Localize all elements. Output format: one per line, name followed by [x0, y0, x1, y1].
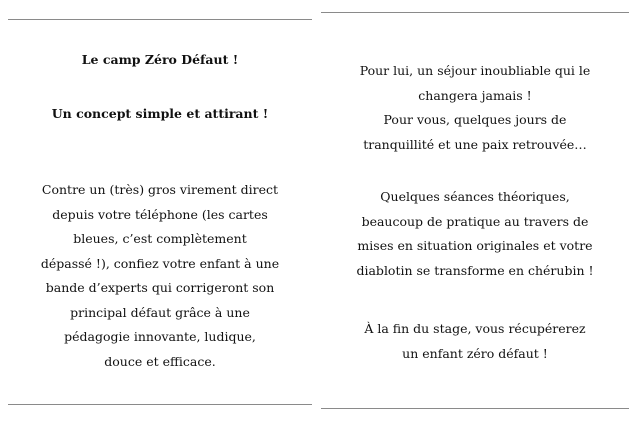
- text-line: changera jamais !: [418, 87, 532, 103]
- text-line: Quelques séances théoriques,: [380, 189, 570, 204]
- text-line: un enfant zéro défaut !: [402, 345, 548, 361]
- text-line: douce et efficace.: [104, 353, 216, 369]
- right-page-bottom-rule: [321, 408, 629, 409]
- text-line: dépassé !), confiez votre enfant à une: [40, 255, 280, 271]
- text-line: bleues, c’est complètement: [73, 231, 247, 246]
- text-line: beaucoup de pratique au travers de: [361, 213, 589, 229]
- text-line: Pour vous, quelques jours de: [383, 112, 567, 127]
- text-line: mises en situation originales et votre: [357, 238, 593, 253]
- left-page-top-rule: [8, 19, 312, 20]
- text-line: principal défaut grâce à une: [70, 304, 250, 320]
- text-line: diablotin se transforme en chérubin !: [356, 262, 594, 278]
- text-line: bande d’experts qui corrigeront son: [45, 280, 275, 295]
- text-line: Pour lui, un séjour inoubliable qui le: [359, 63, 591, 78]
- text-line: pédagogie innovante, ludique,: [64, 329, 256, 344]
- offer-paragraph: [8, 178, 312, 374]
- method-paragraph: [321, 185, 629, 283]
- camp-title: Le camp Zéro Défaut !: [81, 52, 239, 67]
- concept-subtitle: Un concept simple et attirant !: [51, 106, 269, 121]
- result-paragraph: [321, 317, 629, 366]
- right-page-top-rule: [321, 12, 629, 13]
- text-line: depuis votre téléphone (les cartes: [52, 206, 268, 222]
- benefits-paragraph: [321, 59, 629, 157]
- text-line: tranquillité et une paix retrouvée…: [363, 136, 587, 152]
- text-line: À la fin du stage, vous récupérerez: [364, 321, 586, 336]
- left-page-bottom-rule: [8, 404, 312, 405]
- text-line: Contre un (très) gros virement direct: [41, 182, 279, 197]
